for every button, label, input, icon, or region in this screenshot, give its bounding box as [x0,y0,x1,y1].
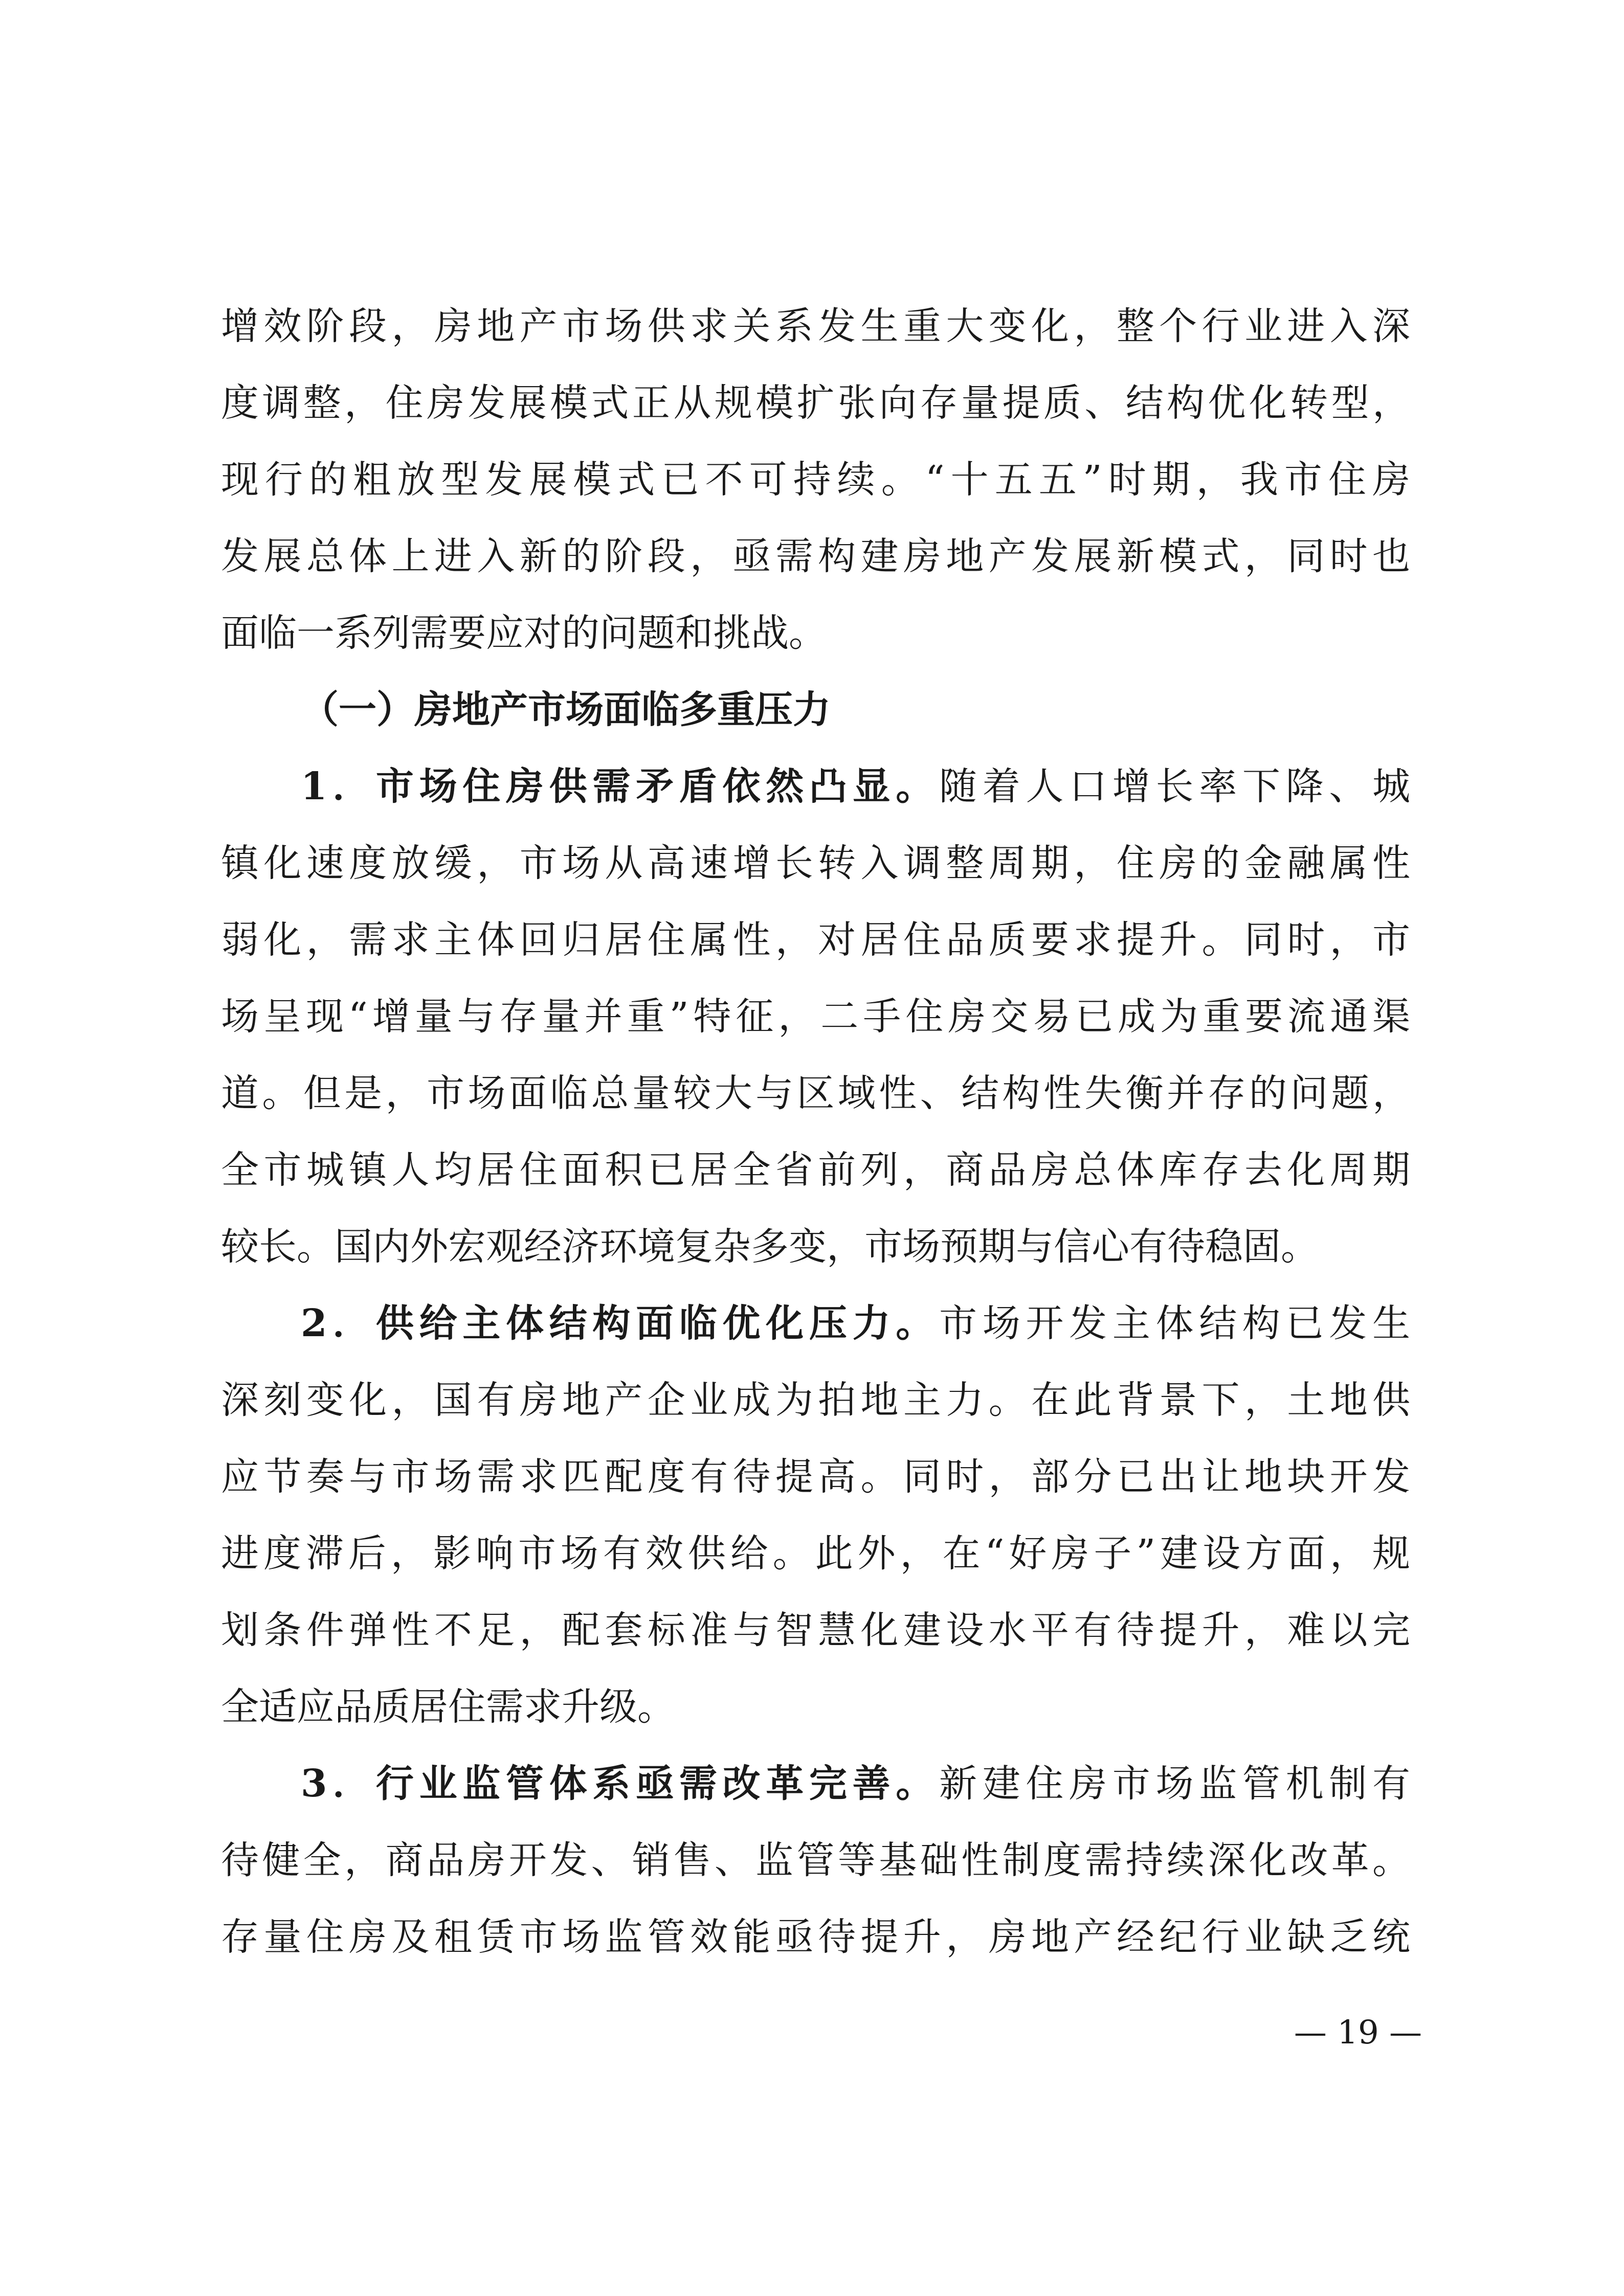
item-1-first-line-rest: 随着人口增长率下降、城 [939,764,1410,808]
item-1-line-5: 道。但是，市场面临总量较大与区域性、结构性失衡并存的问题， [221,1071,1410,1115]
item-1-line-4: 场呈现“增量与存量并重”特征，二手住房交易已成为重要流通渠 [221,995,1410,1039]
page-number: — 19 — [1294,2014,1422,2052]
item-2-line-5: 划条件弹性不足，配套标准与智慧化建设水平有待提升，难以完 [221,1608,1410,1652]
intro-line-1: 增效阶段，房地产市场供求关系发生重大变化，整个行业进入深 [221,304,1410,348]
item-1-line-3: 弱化，需求主体回归居住属性，对居住品质要求提升。同时，市 [221,918,1410,962]
item-1-first-line [301,756,1410,817]
item-3-line-3: 存量住房及租赁市场监管效能亟待提升，房地产经纪行业缺乏统 [221,1915,1410,1959]
item-2-line-4: 进度滞后，影响市场有效供给。此外，在“好房子”建设方面，规 [221,1532,1410,1575]
item-2-first-line-rest: 市场开发主体结构已发生 [939,1301,1410,1345]
section-heading: （一）房地产市场面临多重压力 [301,688,831,732]
item-1-line-6: 全市城镇人均居住面积已居全省前列，商品房总体库存去化周期 [221,1148,1410,1192]
item-2-title: 2．供给主体结构面临优化压力。 [301,1301,939,1345]
item-1-line-2: 镇化速度放缓，市场从高速增长转入调整周期，住房的金融属性 [221,841,1410,885]
intro-line-4: 发展总体上进入新的阶段，亟需构建房地产发展新模式，同时也 [221,534,1410,578]
item-2-line-2: 深刻变化，国有房地产企业成为拍地主力。在此背景下，土地供 [221,1378,1410,1422]
item-3-line-2: 待健全，商品房开发、销售、监管等基础性制度需持续深化改革。 [221,1838,1410,1882]
intro-line-3: 现行的粗放型发展模式已不可持续。“十五五”时期，我市住房 [221,458,1410,502]
item-1-line-7: 较长。国内外宏观经济环境复杂多变，市场预期与信心有待稳固。 [221,1225,1319,1269]
item-3-first-line [301,1753,1410,1814]
item-2-first-line [301,1293,1410,1354]
item-2-line-3: 应节奏与市场需求匹配度有待提高。同时，部分已出让地块开发 [221,1455,1410,1499]
item-1-title: 1．市场住房供需矛盾依然凸显。 [301,764,939,808]
intro-line-5: 面临一系列需要应对的问题和挑战。 [221,611,827,655]
item-3-title: 3．行业监管体系亟需改革完善。 [301,1762,939,1806]
item-3-first-line-rest: 新建住房市场监管机制有 [939,1762,1410,1806]
item-2-line-6: 全适应品质居住需求升级。 [221,1685,675,1729]
intro-line-2: 度调整，住房发展模式正从规模扩张向存量提质、结构优化转型， [221,381,1410,425]
